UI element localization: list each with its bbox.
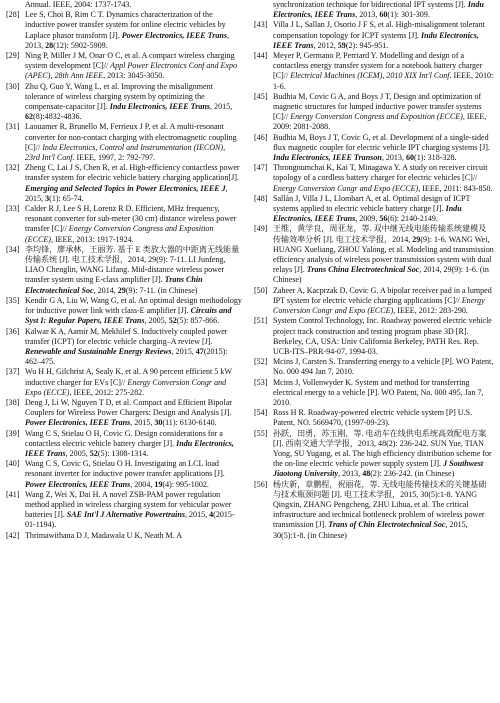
reference-entry	[254, 316, 494, 357]
reference-entry	[6, 490, 242, 531]
reference-text-segment: (8):4832-4836.	[33, 112, 82, 122]
reference-entry	[254, 20, 494, 51]
reference-number: [34]	[6, 244, 20, 254]
reference-text-segment: 28	[45, 40, 54, 50]
reference-text-segment: Zaheer A, Kacprzak D, Covic G. A bipolar receiver pad in a lumped IPT system for electric vehicle charging applications [C]//	[273, 285, 492, 305]
reference-entry	[254, 194, 494, 225]
reference-text-segment: , 2015,	[171, 346, 196, 356]
reference-text-segment: 47	[195, 346, 204, 356]
reference-number: [47]	[254, 163, 268, 173]
reference-number: [45]	[254, 91, 268, 101]
reference-text-segment: , 2013,	[381, 153, 406, 163]
reference-text-segment: (6): 2140-2149.	[387, 214, 438, 224]
reference-text-segment: Power Electronics, IEEE Trans	[121, 30, 227, 40]
reference-text	[25, 459, 242, 490]
reference-text-segment: synchronization technique for bidirectional IPT systems [J].	[273, 0, 468, 9]
reference-text-segment: (1): 301-309.	[387, 10, 430, 20]
reference-text-segment: (5): 857-866.	[176, 316, 220, 326]
reference-entry	[254, 408, 494, 428]
reference-text-segment: Laouamer R, Brunello M, Ferrieux J P, et al. A multi-resonant converter for non-contact charging with electromagnetic coupling [C]//	[25, 122, 237, 152]
reference-number: [30]	[6, 81, 20, 91]
reference-text-segment: , IEEE, 2012: 275-282.	[69, 387, 145, 397]
reference-text	[25, 367, 242, 398]
reference-number: [51]	[254, 316, 268, 326]
reference-text-segment: , 2004,	[130, 479, 155, 489]
reference-text-segment: Circuits and Syst I: Regular Papers, IEEE Trans	[25, 306, 232, 326]
reference-number: [52]	[254, 357, 268, 367]
reference-number: [33]	[6, 204, 20, 214]
reference-entry	[6, 51, 242, 82]
reference-entry	[254, 224, 494, 285]
reference-text-segment: 59	[337, 40, 346, 50]
reference-text-segment: Trans of Chin Electrotechnical Soc	[328, 520, 446, 530]
reference-text	[25, 204, 242, 245]
reference-text-segment: Indu Electronics, IEEE Trans	[273, 204, 462, 224]
reference-text-segment: Wang C S, Covic G, Stielau O H. Investigating an LCL load resonant inverter for inductive power transfer applications [J].	[25, 459, 225, 479]
reference-text-segment: 52	[168, 316, 177, 326]
reference-entry	[6, 429, 242, 460]
reference-text-segment: Zhu Q, Guo Y, Wang L, et al. Improving the misalignment tolerance of wireless charging system by optimizing the compensate-capacitor [J].	[25, 81, 213, 112]
reference-text-segment: Wang Z, Wei X, Dai H. A novel ZSB-PAM power regulation method applied in wireless charging system for vehicular power batteries [J].	[25, 489, 232, 520]
reference-text-segment: Calder R J, Lee S H, Lorenz R D. Efficient, MHz frequency, resonant converter for sub-meter (30 cm) distance wireless power transfer [C]//	[25, 204, 237, 234]
reference-text-segment: Power Electronics, IEEE Trans	[25, 418, 131, 428]
reference-text-segment: , 2013: 3045-3050.	[103, 71, 165, 81]
reference-entry	[6, 327, 242, 368]
reference-text-segment: Emerging and Selected Topics in Power Electronics, IEEE J	[25, 183, 226, 193]
left-column	[6, 0, 250, 703]
right-continuation	[254, 0, 494, 20]
reference-text-segment: 52	[89, 448, 98, 458]
reference-text-segment: . IEEE, 2010: 1-6.	[273, 71, 494, 91]
reference-text-segment: Budhia M, Covic G A, and Boys J T, Design and optimization of magnetic structures for lumped inductive power transfer systems [C]//	[273, 91, 482, 122]
reference-text	[273, 194, 494, 225]
reference-text	[273, 133, 494, 164]
reference-text-segment: (11): 6130-6140.	[162, 418, 217, 428]
reference-number: [39]	[6, 428, 20, 438]
reference-text	[273, 357, 494, 377]
reference-text	[273, 163, 494, 194]
reference-text	[25, 490, 242, 531]
reference-text-segment: 19	[154, 479, 163, 489]
reference-text-segment: Deng J, Li W, Nguyen T D, et al. Compact and Efficient Bipolar Couplers for Wireless Power Chargers: Design and Analysis [J].	[25, 397, 232, 418]
reference-number: [32]	[6, 163, 20, 173]
reference-text-segment: , 2005,	[65, 448, 90, 458]
reference-text-segment: 30	[154, 418, 163, 428]
reference-text-segment: (1): 65-74.	[49, 193, 84, 203]
reference-text	[273, 480, 494, 541]
reference-text-segment: Ross H R. Roadway-powered electric vehicle system [P] U.S. Patent, NO. 5669470, (1997-09-23).	[273, 408, 473, 428]
left-reference-list	[6, 10, 242, 541]
reference-entry	[6, 245, 242, 296]
reference-text	[25, 51, 242, 82]
reference-text-segment: Indu Electronics, IEEE Transon	[273, 153, 382, 163]
reference-text-segment: Appl Power Electronics Conf and Expo (APEC), 28th Ann IEEE	[25, 61, 238, 81]
reference-text	[25, 10, 242, 51]
reference-text-segment: (5): 1308-1314.	[97, 448, 149, 458]
reference-text	[273, 51, 494, 92]
reference-text-segment: (12): 5902-5909.	[53, 40, 108, 50]
reference-text-segment: (2015): 462–475.	[25, 346, 228, 367]
reference-text-segment: 48	[362, 469, 371, 479]
reference-entry	[254, 51, 494, 92]
reference-text-segment: Energy Conversion Congr and Expo (ECCE)	[273, 183, 419, 193]
reference-text-segment: Mcins J, Vollenwyder K. System and method for transferring electrical energy to a vehicle [P]. WO Patent, No. 000 495, Jan 7, 2010.	[273, 377, 484, 407]
reference-entry	[6, 296, 242, 327]
reference-text-segment: Indu Electronics, IEEE Trans	[25, 438, 234, 458]
reference-number: [56]	[254, 479, 268, 489]
reference-entry	[6, 398, 242, 429]
reference-number: [53]	[254, 377, 268, 387]
reference-text	[25, 327, 242, 368]
reference-entry	[254, 163, 494, 194]
reference-entry	[254, 357, 494, 377]
reference-text	[273, 429, 494, 480]
left-continuation: Annual. IEEE, 2004: 1737-1743.	[25, 0, 132, 9]
reference-text-segment: , 2015,	[130, 418, 155, 428]
reference-entry	[6, 531, 242, 541]
reference-text	[273, 20, 494, 51]
reference-text-segment: , 2013,	[338, 469, 363, 479]
reference-text-segment: System Control Technology, Inc. Roadway powered electric vehicle project track construction and testing program phase 3D [R]. Berkeley, CA, USA: Univ California Berkeley, PATH Res. Rep. UCB-ITS–PRR-94-07, 1994-03.	[273, 316, 492, 356]
reference-text-segment: , 2014,	[93, 285, 118, 295]
reference-text-segment: Sallán J, Villa J L, Llombart A, et al. Optimal design of ICPT systems applied to electric vehicle battery charge [J].	[273, 193, 471, 214]
reference-text-segment: , 2013,	[25, 30, 229, 50]
reference-text-segment: , IEEE, 2013: 1917-1924.	[50, 234, 134, 244]
reference-number: [29]	[6, 51, 20, 61]
reference-text-segment: Energy Conversion Congr and Expo (ECCE)	[273, 295, 485, 316]
reference-text-segment: (2): 236-242. (in Chinese)	[370, 469, 455, 479]
reference-text	[273, 224, 494, 285]
right-reference-list	[254, 20, 494, 540]
reference-text-segment: 杨庆新，章鹏程，祝丽花，等. 无线电能传输技术的关键基础与技术瓶颈问题 [J]. 电工技术学报，2015, 30(5):1-8. YANG Qingxin, ZHANG Pengcheng, ZHU Lihua, et al. The critical infrastructure and technical bottleneck problem of wireless power transmission [J].	[273, 479, 487, 530]
reference-number: [36]	[6, 326, 20, 336]
reference-text-segment: , 2014, 29(9): 1-6. (in Chinese)	[273, 265, 489, 285]
reference-text-segment: , 2013,	[355, 10, 380, 20]
reference-entry	[254, 286, 494, 317]
reference-text	[25, 82, 242, 123]
reference-text	[25, 163, 242, 204]
reference-text	[25, 398, 242, 429]
reference-text-segment: Trans Chin Electrotechnical Soc	[25, 275, 203, 295]
reference-text-segment: , 2015,	[210, 102, 233, 112]
reference-text-segment: 60	[405, 153, 415, 163]
reference-text-segment: , IEEE, 2009: 2081-2088.	[273, 112, 487, 132]
reference-entry	[254, 133, 494, 164]
reference-text-segment: , 2005,	[144, 316, 169, 326]
reference-text	[25, 429, 242, 460]
reference-entry	[6, 163, 242, 204]
reference-text-segment: (2): 945-951.	[345, 40, 389, 50]
reference-text-segment: Indu Electronics, Control and Instrumentation (IECON), 23rd Int'l Conf	[25, 142, 226, 163]
reference-text-segment: , 2015,	[185, 510, 210, 520]
reference-text-segment: Mcins J, Carsten S. Transferring energy to a vehicle [P]. WO Patent, No. 000 494 Jan 7, 2010.	[273, 357, 494, 377]
reference-text-segment: 62	[25, 112, 34, 122]
reference-text-segment: J Southwest Jiaotong University	[273, 459, 484, 479]
reference-entry	[254, 378, 494, 409]
reference-text-segment: Indu Electronics, IEEE Trans	[109, 102, 211, 112]
reference-text-segment: 29	[412, 234, 421, 244]
reference-number: [31]	[6, 122, 20, 132]
reference-number: [40]	[6, 459, 20, 469]
reference-entry	[6, 82, 242, 123]
reference-text	[25, 531, 242, 541]
reference-text-segment: Renewable and Sustainable Energy Reviews	[25, 346, 172, 356]
reference-text-segment: (4): 995-1002.	[162, 479, 209, 489]
reference-text	[273, 92, 494, 133]
reference-text-segment: (9): 1-6. WANG Wei, HUANG Xueliang, ZHOU Yalong, et al. Modeling and transmission efficiency analysis of wireless power transmission system with dual relays [J].	[273, 234, 494, 275]
right-column	[250, 0, 494, 703]
reference-text-segment: Power Electronics, IEEE Trans	[25, 479, 131, 489]
reference-text-segment: , IEEE, 2012: 283-290.	[393, 306, 468, 316]
reference-text-segment: Kalwar K A, Aamir M, Mekhilef S. Inductively coupled power transfer (ICPT) for electric vehicle charging–A review [J].	[25, 326, 228, 346]
reference-entry	[6, 367, 242, 398]
reference-entry	[6, 459, 242, 490]
reference-text-segment: Meyer P, Germano P, Perriard Y. Modelling and design of a contactless energy transfer system for a notebook battery charger [C]//	[273, 51, 483, 81]
reference-text-segment: Indu Electronics, IEEE Trans	[273, 0, 484, 20]
reference-text	[273, 286, 494, 317]
reference-text-segment: Energy Conversion Congr and Expo (ECCE)	[25, 377, 227, 397]
reference-text-segment: Energy Conversion Congress and Exposition (ECCE)	[25, 224, 214, 244]
reference-text-segment: Indu Electronics, IEEE Trans	[273, 30, 479, 50]
reference-text-segment: Villa J L, Sallan J, Osorio J F S, et al. High-misalignment tolerant compensation topology for ICPT systems [J].	[273, 20, 485, 40]
reference-text	[273, 378, 494, 409]
reference-text-segment: Ning P, Miller J M, Onar O C, et al. A compact wireless charging system development [C]//	[25, 51, 235, 71]
reference-text-segment: Budhia M, Boys J T, Covic G, et al. Development of a single-sided flux magnetic coupler for electric vehicle IPT charging systems [J].	[273, 132, 490, 152]
reference-entry	[6, 204, 242, 245]
reference-text-segment: 王维，黄学良，周亚龙，等. 双中继无线电能传输系统建模及传输效率分析 [J]. 电工技术学报，2014,	[273, 224, 487, 244]
reference-number: [54]	[254, 408, 268, 418]
reference-number: [44]	[254, 51, 268, 61]
reference-text-segment: Zheng C, Lai J S, Chen R, et al. High-efficiency contactless power transfer system for electric vehicle battery charging application[J].	[25, 163, 240, 183]
reference-number: [35]	[6, 295, 20, 305]
reference-text-segment: Electrical Machines (ICEM), 2010 XIX Int'l Conf	[290, 71, 450, 81]
reference-text-segment: 4	[209, 510, 214, 520]
reference-text-segment: , 2015, 30(5):1-8. (in Chinese)	[273, 520, 468, 540]
reference-text-segment: 60	[379, 10, 388, 20]
reference-text-segment: 56	[379, 214, 388, 224]
reference-text	[273, 408, 494, 428]
reference-text-segment: SAE Int'l J Alternative Powertrains	[66, 510, 185, 520]
reference-number: [38]	[6, 397, 20, 407]
reference-text	[25, 245, 242, 296]
reference-number: [37]	[6, 367, 20, 377]
reference-text-segment: Kendir G A, Liu W, Wang G, et al. An optimal design methodology for inductive power link with class-E amplifier [J].	[25, 295, 242, 316]
reference-number: [41]	[6, 489, 20, 499]
reference-text-segment: 李均锋，廖承林，王丽芳. 基于 E 类放大器的中距离无线能量传输系统 [J]. 电工技术学报，2014, 29(9): 7-11. LI Junfeng, LIAO Chenglin, WANG Lifang. Mid-distance wireless power transfer system using E-class amplifier [J].	[25, 244, 240, 285]
reference-text-segment: 3	[45, 193, 50, 203]
reference-number: [55]	[254, 428, 268, 438]
reference-text-segment: Wu H H, Gilchrist A, Sealy K, et al. A 90 percent efficient 5 kW inductive charger for EVs [C]//	[25, 367, 232, 387]
reference-text-segment: , IEEE, 2011: 843-850.	[418, 183, 493, 193]
reference-text-segment: Wang C S, Stielau O H, Covic G. Design considerations for a contactless electric vehicle battery charger [J].	[25, 428, 223, 448]
reference-text	[25, 296, 242, 327]
reference-text-segment: . IEEE, 1997, 2: 792-797.	[72, 153, 156, 163]
reference-text-segment: 孙跃，田勇，苏玉刚，等. 电动车在线供电系统高效配电方案 [J]. 西南交通大学学报，2013, 48(2): 236-242. SUN Yue, TIAN Yong, SU Yugang, et al. The high efficiency distribution scheme for the on-line electric vehicle power supply system [J].	[273, 428, 492, 469]
reference-entry	[254, 429, 494, 480]
reference-text-segment: (9): 7-11. (in Chinese)	[125, 285, 198, 295]
reference-text-segment: 29	[117, 285, 126, 295]
reference-text-segment: (1): 318-328.	[414, 153, 457, 163]
reference-text-segment: Throngnumchai K, Kai T, Minagawa Y. A study on receiver circuit topology of a cordless battery charger for electric vehicles [C]//	[273, 163, 488, 183]
reference-number: [28]	[6, 10, 20, 20]
reference-number: [42]	[6, 530, 20, 540]
reference-text	[273, 316, 494, 357]
reference-number: [43]	[254, 20, 268, 30]
reference-text-segment: Lee S, Choi B, Rim C T. Dynamics characterization of the inductive power transfer system for online electric vehicles by Laplace phasor transform [J].	[25, 10, 226, 40]
reference-number: [48]	[254, 193, 268, 203]
reference-text-segment: (2015-01-1194).	[25, 510, 235, 530]
reference-text-segment: Energy Conversion Congress and Exposition (ECCE)	[290, 112, 463, 122]
reference-text-segment: Trans China Electrotechnical Soc	[306, 265, 420, 275]
reference-text-segment: , 2012,	[313, 40, 338, 50]
reference-entry	[6, 122, 242, 163]
reference-text-segment: Thrimawithana D J, Madawala U K, Neath M. A	[25, 530, 183, 540]
reference-entry	[254, 480, 494, 541]
reference-number: [49]	[254, 224, 268, 234]
reference-text	[25, 122, 242, 163]
reference-number: [46]	[254, 132, 268, 142]
reference-entry	[254, 92, 494, 133]
reference-text-segment: , 2015,	[25, 183, 228, 203]
reference-text-segment: , 2009,	[355, 214, 380, 224]
reference-entry	[6, 10, 242, 51]
reference-number: [50]	[254, 285, 268, 295]
